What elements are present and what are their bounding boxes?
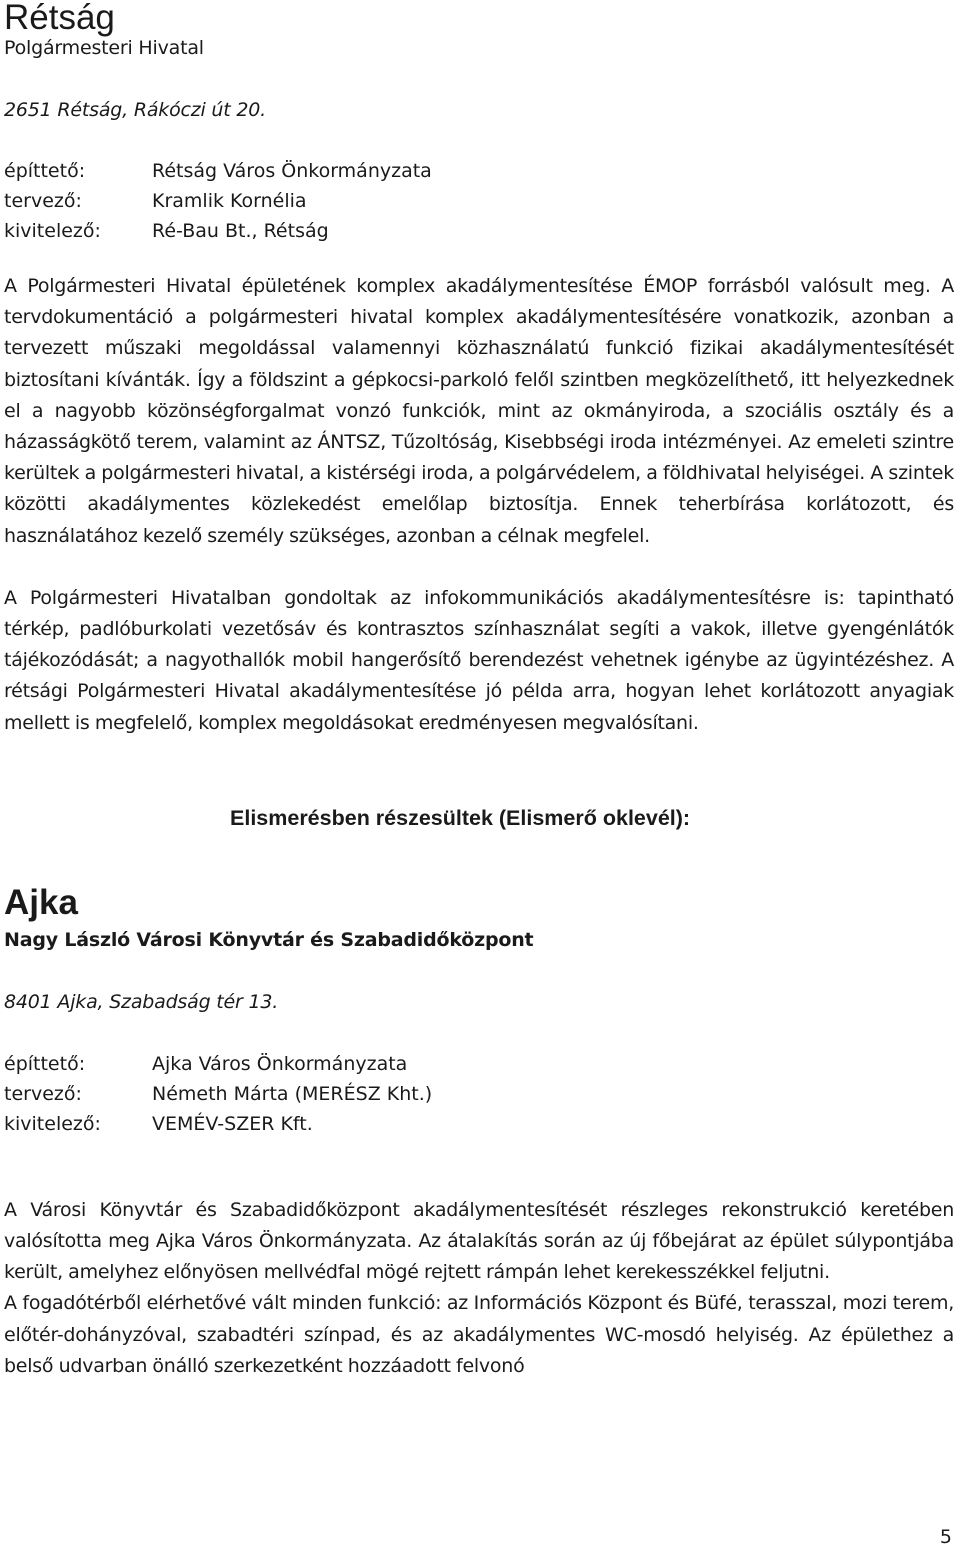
credit-row <box>4 1049 954 1079</box>
institution-retsag: Polgármesteri Hivatal <box>4 37 204 59</box>
address-ajka: 8401 Ajka, Szabadság tér 13. <box>4 990 279 1013</box>
document-page <box>4 0 954 1382</box>
credit-label: tervező: <box>4 1082 82 1105</box>
city-heading-ajka: Ajka <box>4 882 78 922</box>
credit-label: építtető: <box>4 1052 86 1075</box>
paragraph-ajka-2: A fogadótérből elérhetővé vált minden funkció: az Információs Központ és Büfé, terasszal, mozi terem, előtér-dohányzóval, szabadtéri színpad, és az akadálymentes WC-mosdó helyiség. Az épülethez a belső udvarban önálló szerkezetként hozzáadott felvonó <box>4 1292 954 1377</box>
paragraph-retsag-2: A Polgármesteri Hivatalban gondoltak az infokommunikációs akadálymentesítésre is: tapintható térkép, padlóburkolati vezetősáv és kontrasztos színhasználat segíti a vakok, illetve gyengénlátók tájékozódását; a nagyothallók mobil hangerősítő berendezést vehetnek igénybe az ügyintézéshez. A rétsági Polgármesteri Hivatal akadálymentesítése jó példa arra, hogyan lehet korlátozott anyagiak mellett is megfelelő, komplex megoldásokat eredményesen megvalósítani. <box>4 586 954 734</box>
credit-value: Ajka Város Önkormányzata <box>152 1052 408 1075</box>
paragraph-retsag-1: A Polgármesteri Hivatal épületének komplex akadálymentesítése ÉMOP forrásból valósult meg. A tervdokumentáció a polgármesteri hivatal komplex akadálymentesítésére vonatkozik, azonban a tervezett műszaki megoldással valamennyi közhasználatú funkció fizikai akadálymentesítését biztosítani kívánták. Így a földszint a gépkocsi-parkoló felől szintben megközelíthető, itt helyezkednek el a nagyobb közönségforgalmat vonzó funkciók, mint az okmányiroda, a szociális osztály és a házasságkötő terem, valamint az ÁNTSZ, Tűzoltóság, Kisebbségi iroda intézményei. Az emeleti szintre kerültek a polgármesteri hivatal, a kistérségi iroda, a polgárvédelem, a földhivatal helyiségei. A szintek közötti akadálymentes közlekedést emelőlap biztosítja. Ennek teherbírása korlátozott, és használatához kezelő személy szükséges, azonban a célnak megfelel. <box>4 275 954 547</box>
credit-row <box>4 1109 954 1139</box>
credits-retsag <box>4 156 954 246</box>
credit-row <box>4 216 954 246</box>
credit-label: építtető: <box>4 160 86 182</box>
credit-value: Rétság Város Önkormányzata <box>152 160 432 182</box>
credit-label: tervező: <box>4 190 82 212</box>
credits-ajka <box>4 1049 954 1139</box>
credit-row <box>4 186 954 216</box>
credit-row <box>4 1079 954 1109</box>
credit-value: Kramlik Kornélia <box>152 190 307 212</box>
credit-value: Ré-Bau Bt., Rétság <box>152 220 329 242</box>
credit-row <box>4 156 954 186</box>
credit-value: VEMÉV-SZER Kft. <box>152 1112 313 1135</box>
address-retsag: 2651 Rétság, Rákóczi út 20. <box>4 99 266 121</box>
section-heading: Elismerésben részesültek (Elismerő oklevél): <box>230 805 691 830</box>
paragraph-ajka-1: A Városi Könyvtár és Szabadidőközpont akadálymentesítését részleges rekonstrukció keretében valósította meg Ajka Város Önkormányzata. Az átalakítás során az új főbejárat az épület súlypontjába került, amelyhez előnyösen mellvédfal mögé rejtett rámpán lehet kerekesszékkel feljutni. <box>4 1198 954 1284</box>
credit-value: Németh Márta (MERÉSZ Kht.) <box>152 1082 433 1105</box>
credit-label: kivitelező: <box>4 220 101 242</box>
page-number: 5 <box>939 1526 952 1548</box>
institution-ajka: Nagy László Városi Könyvtár és Szabadidőközpont <box>4 928 534 951</box>
credit-label: kivitelező: <box>4 1112 101 1135</box>
city-heading-retsag: Rétság <box>4 0 115 37</box>
